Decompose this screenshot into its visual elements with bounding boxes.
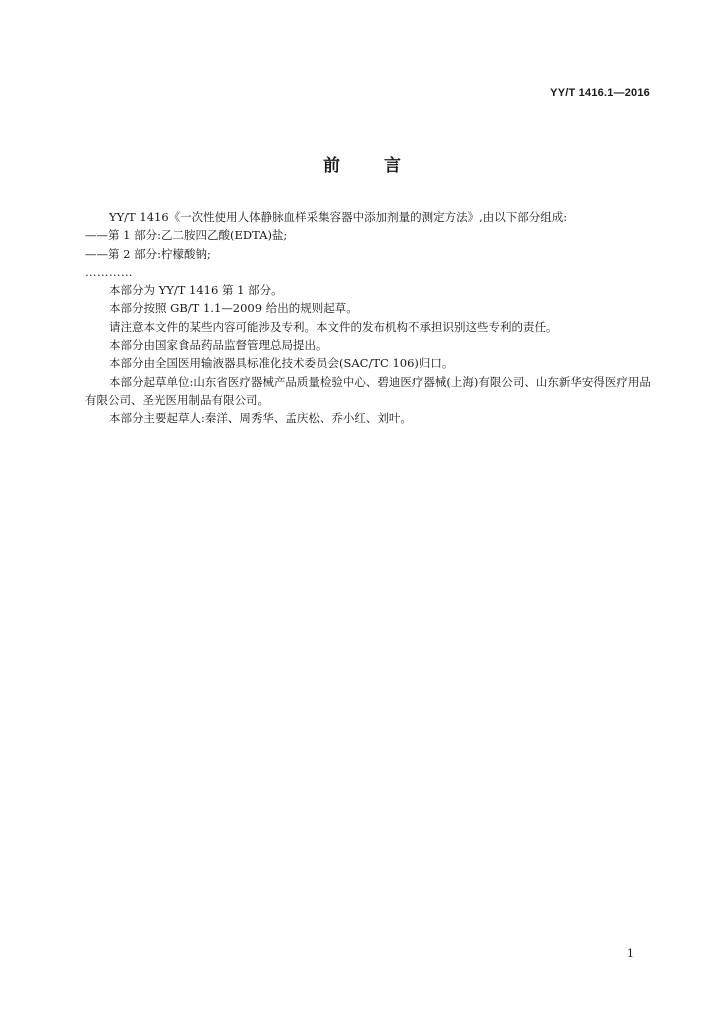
paragraph: 本部分由国家食品药品监督管理总局提出。 xyxy=(109,338,328,353)
part-list-item: ——第 1 部分:乙二胺四乙酸(EDTA)盐; xyxy=(85,228,288,243)
page-title: 前言 xyxy=(323,156,445,176)
part-list-item: ——第 2 部分:柠檬酸钠; xyxy=(85,246,211,261)
paragraph: 本部分按照 GB/T 1.1—2009 给出的规则起草。 xyxy=(109,301,358,316)
paragraph: 本部分主要起草人:秦洋、周秀华、孟庆松、乔小红、刘叶。 xyxy=(109,411,412,426)
paragraph: 请注意本文件的某些内容可能涉及专利。本文件的发布机构不承担识别这些专利的责任。 xyxy=(109,319,558,334)
paragraph: 本部分起草单位:山东省医疗器械产品质量检验中心、碧迪医疗器械(上海)有限公司、山东新华安得医疗用品有限公司、圣光医用制品有限公司。 xyxy=(85,374,651,407)
paragraph: 本部分为 YY/T 1416 第 1 部分。 xyxy=(109,283,283,298)
page-number: 1 xyxy=(627,947,634,960)
intro-paragraph: YY/T 1416《一次性使用人体静脉血样采集容器中添加剂量的测定方法》,由以下部分组成: xyxy=(109,210,568,224)
standard-code: YY/T 1416.1—2016 xyxy=(550,87,650,99)
document-body xyxy=(85,208,657,428)
paragraph: 本部分由全国医用输液器具标准化技术委员会(SAC/TC 106)归口。 xyxy=(109,356,454,371)
list-ellipsis: ………… xyxy=(85,264,133,279)
